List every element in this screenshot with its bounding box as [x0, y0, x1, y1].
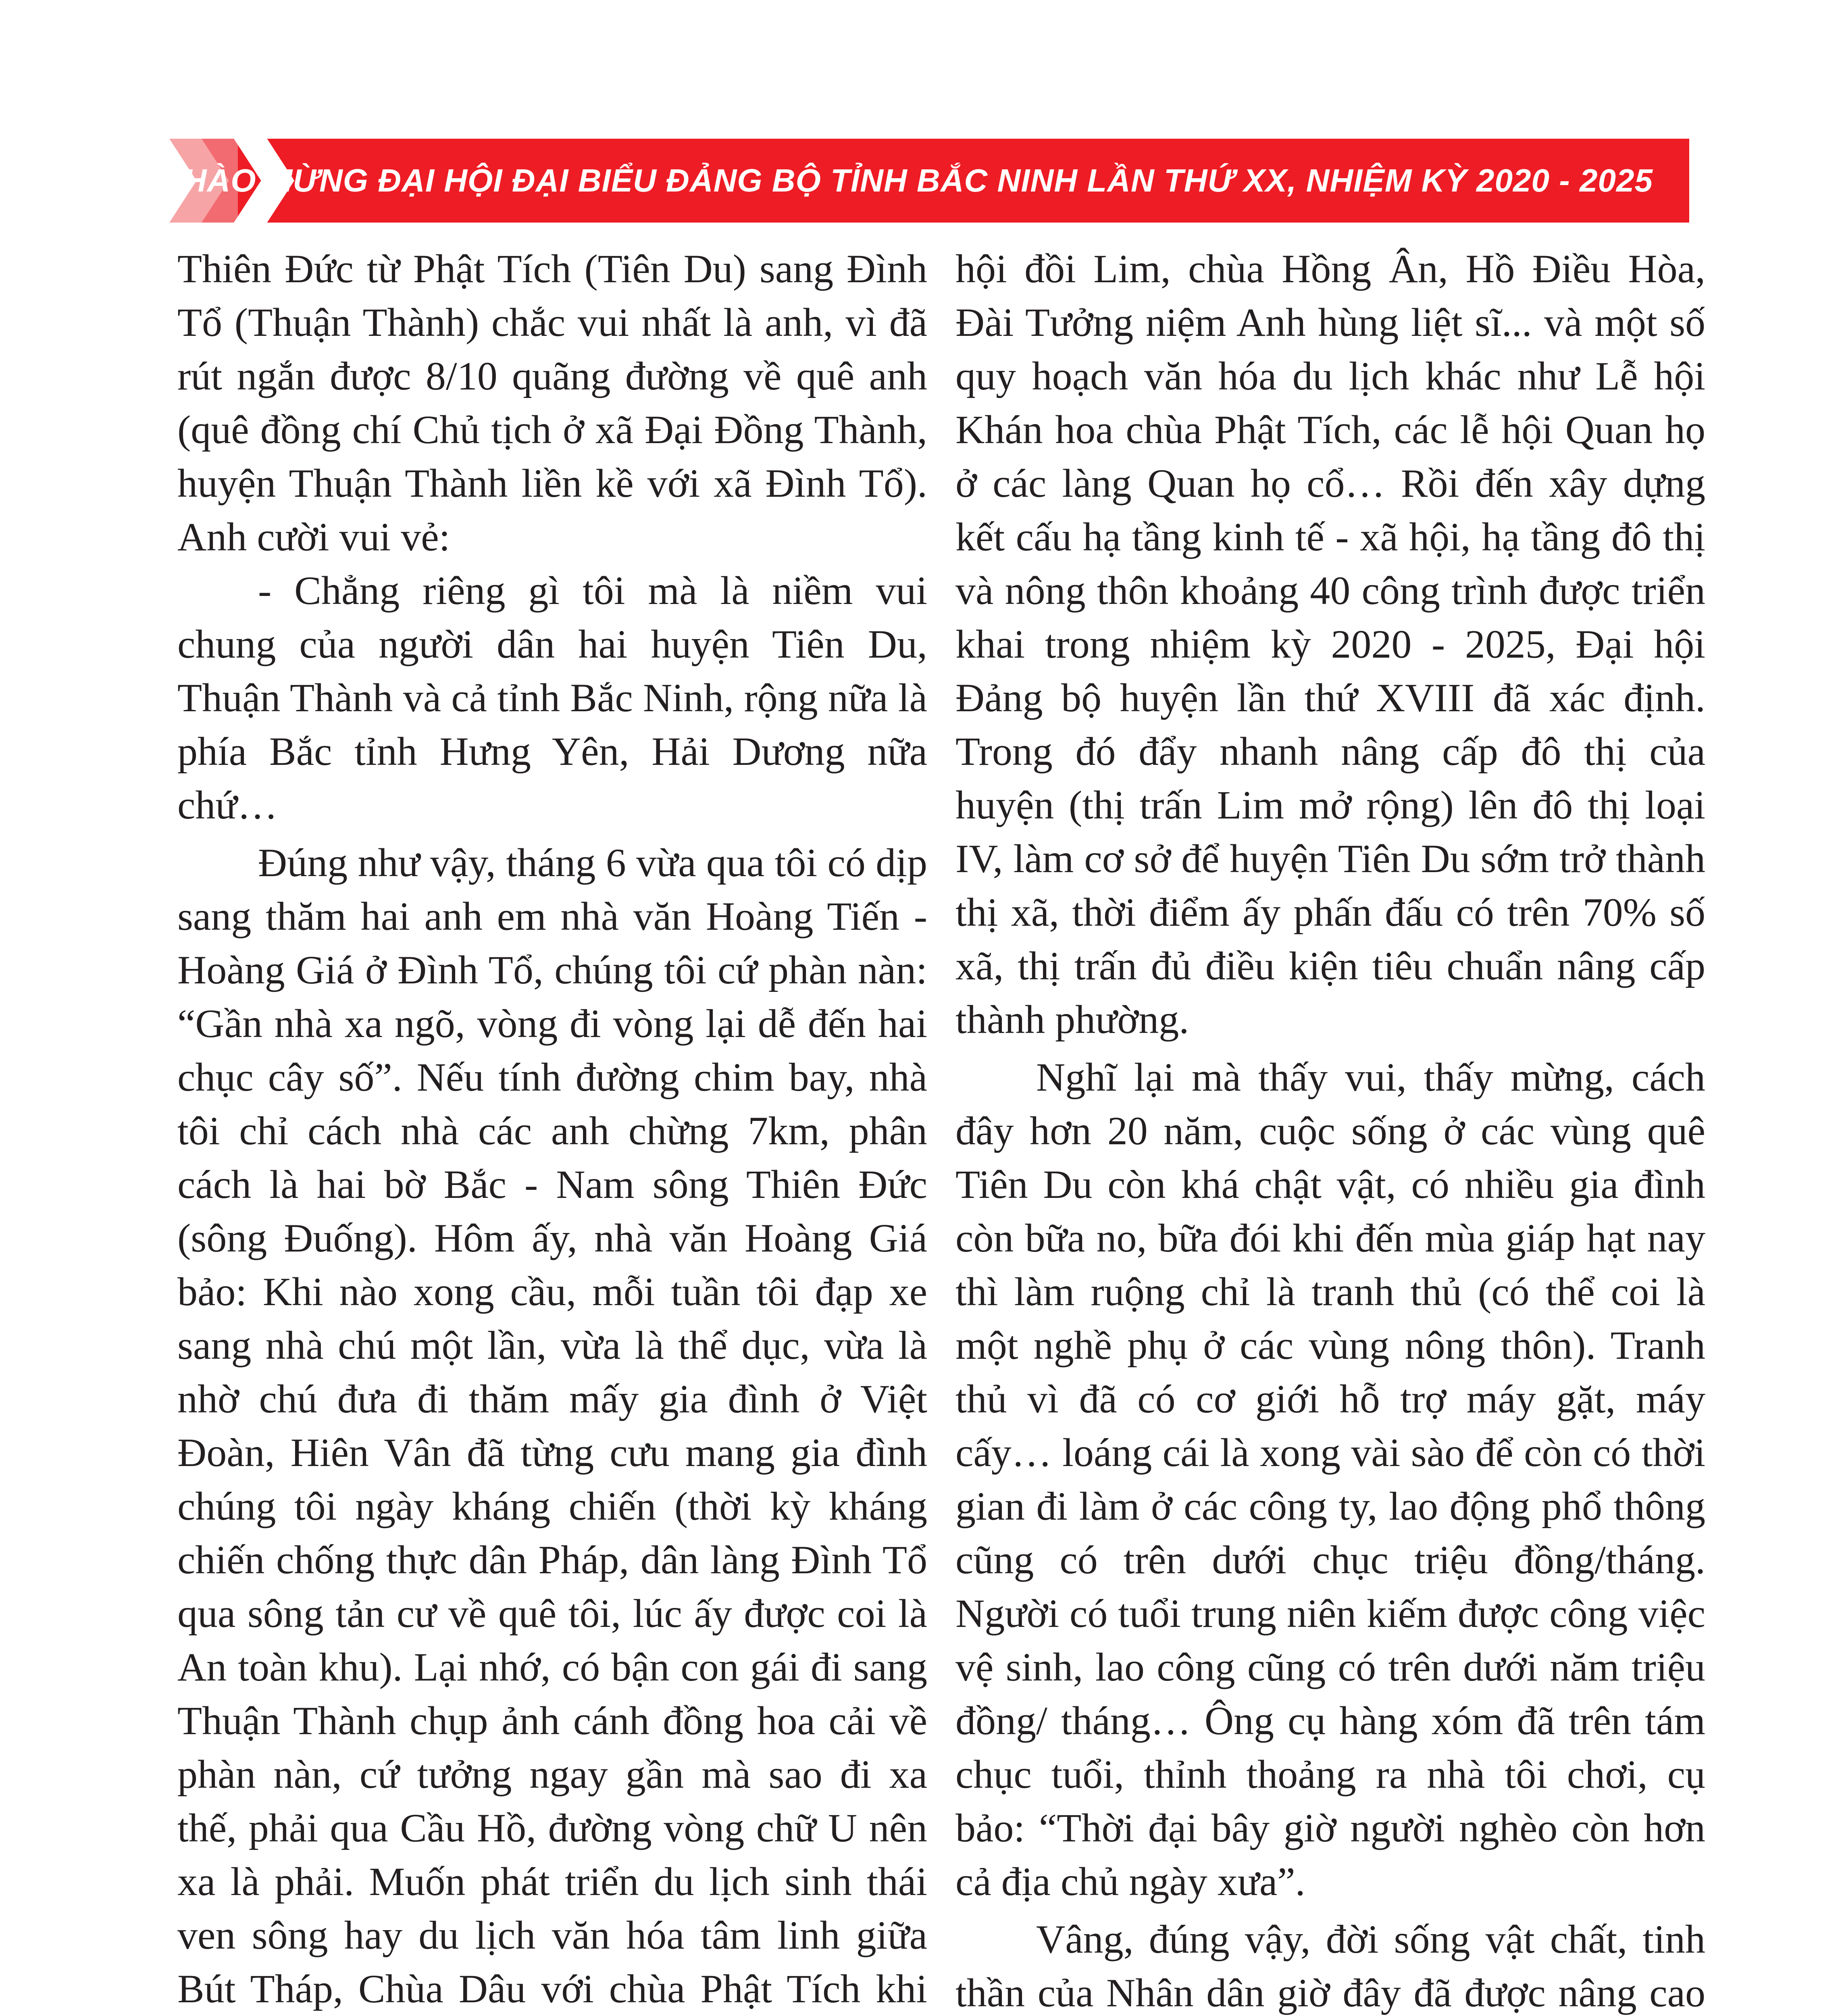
banner-title: CHÀO MỪNG ĐẠI HỘI ĐẠI BIỂU ĐẢNG BỘ TỈNH BẮC NINH LẦN THỨ XX, NHIỆM KỲ 2020 - 2025: [159, 162, 1653, 198]
right-column: [955, 242, 1705, 2016]
paragraph: Vâng, đúng vậy, đời sống vật chất, tinh thần của Nhân dân giờ đây đã được nâng cao: [955, 1917, 1705, 2015]
paragraph: - Chẳng riêng gì tôi mà là niềm vui chung của người dân hai huyện Tiên Du, Thuận Thành và cả tỉnh Bắc Ninh, rộng nữa là phía Bắc tỉnh Hưng Yên, Hải Dương nữa chứ…: [177, 568, 927, 827]
header-banner: [159, 139, 1689, 223]
paragraph: Đúng như vậy, tháng 6 vừa qua tôi có dịp sang thăm hai anh em nhà văn Hoàng Tiến - Hoàng Giá ở Đình Tổ, chúng tôi cứ phàn nàn: “Gần nhà xa ngõ, vòng đi vòng lại dễ đến hai chục cây số”. Nếu tính đường chim bay, nhà tôi chỉ cách nhà các anh chừng 7km, phân cách là hai bờ Bắc - Nam sông Thiên Đức (sông Đuống). Hôm ấy, nhà văn Hoàng Giá bảo: Khi nào xong cầu, mỗi tuần tôi đạp xe sang nhà chú một lần, vừa là thể dục, vừa là nhờ chú đưa đi thăm mấy gia đình ở Việt Đoàn, Hiên Vân đã từng cưu mang gia đình chúng tôi ngày kháng chiến (thời kỳ kháng chiến chống thực dân Pháp, dân làng Đình Tổ qua sông tản cư về quê tôi, lúc ấy được coi là An toàn khu). Lại nhớ, có bận con gái đi sang Thuận Thành chụp ảnh cánh đồng hoa cải về phàn nàn, cứ tưởng ngay gần mà sao đi xa thế, phải qua Cầu Hồ, đường vòng chữ U nên xa là phải. Muốn phát triển du lịch sinh thái ven sông hay du lịch văn hóa tâm linh giữa Bút Tháp, Chùa Dâu với chùa Phật Tích khi: [177, 840, 927, 2011]
left-column: [177, 242, 927, 2016]
paragraph: Nghĩ lại mà thấy vui, thấy mừng, cách đây hơn 20 năm, cuộc sống ở các vùng quê Tiên Du còn khá chật vật, có nhiều gia đình còn bữa no, bữa đói khi đến mùa giáp hạt nay thì làm ruộng chỉ là tranh thủ (có thể coi là một nghề phụ ở các vùng nông thôn). Tranh thủ vì đã có cơ giới hỗ trợ máy gặt, máy cấy… loáng cái là xong vài sào để còn có thời gian đi làm ở các công ty, lao động phổ thông cũng có trên dưới chục triệu đồng/tháng. Người có tuổi trung niên kiếm được công việc vệ sinh, lao công cũng có trên dưới năm triệu đồng/ tháng… Ông cụ hàng xóm đã trên tám chục tuổi, thỉnh thoảng ra nhà tôi chơi, cụ bảo: “Thời đại bây giờ người nghèo còn hơn cả địa chủ ngày xưa”.: [955, 1055, 1705, 1904]
paragraph: hội đồi Lim, chùa Hồng Ân, Hồ Điều Hòa, Đài Tưởng niệm Anh hùng liệt sĩ... và một số quy hoạch văn hóa du lịch khác như Lễ hội Khán hoa chùa Phật Tích, các lễ hội Quan họ ở các làng Quan họ cổ… Rồi đến xây dựng kết cấu hạ tầng kinh tế - xã hội, hạ tầng đô thị và nông thôn khoảng 40 công trình được triển khai trong nhiệm kỳ 2020 - 2025, Đại hội Đảng bộ huyện lần thứ XVIII đã xác định. Trong đó đẩy nhanh nâng cấp đô thị của huyện (thị trấn Lim mở rộng) lên đô thị loại IV, làm cơ sở để huyện Tiên Du sớm trở thành thị xã, thời điểm ấy phấn đấu có trên 70% số xã, thị trấn đủ điều kiện tiêu chuẩn nâng cấp thành phường.: [955, 246, 1705, 1042]
paragraph: Thiên Đức từ Phật Tích (Tiên Du) sang Đình Tổ (Thuận Thành) chắc vui nhất là anh, vì đã rút ngắn được 8/10 quãng đường về quê anh (quê đồng chí Chủ tịch ở xã Đại Đồng Thành, huyện Thuận Thành liền kề với xã Đình Tổ). Anh cười vui vẻ:: [177, 246, 927, 559]
